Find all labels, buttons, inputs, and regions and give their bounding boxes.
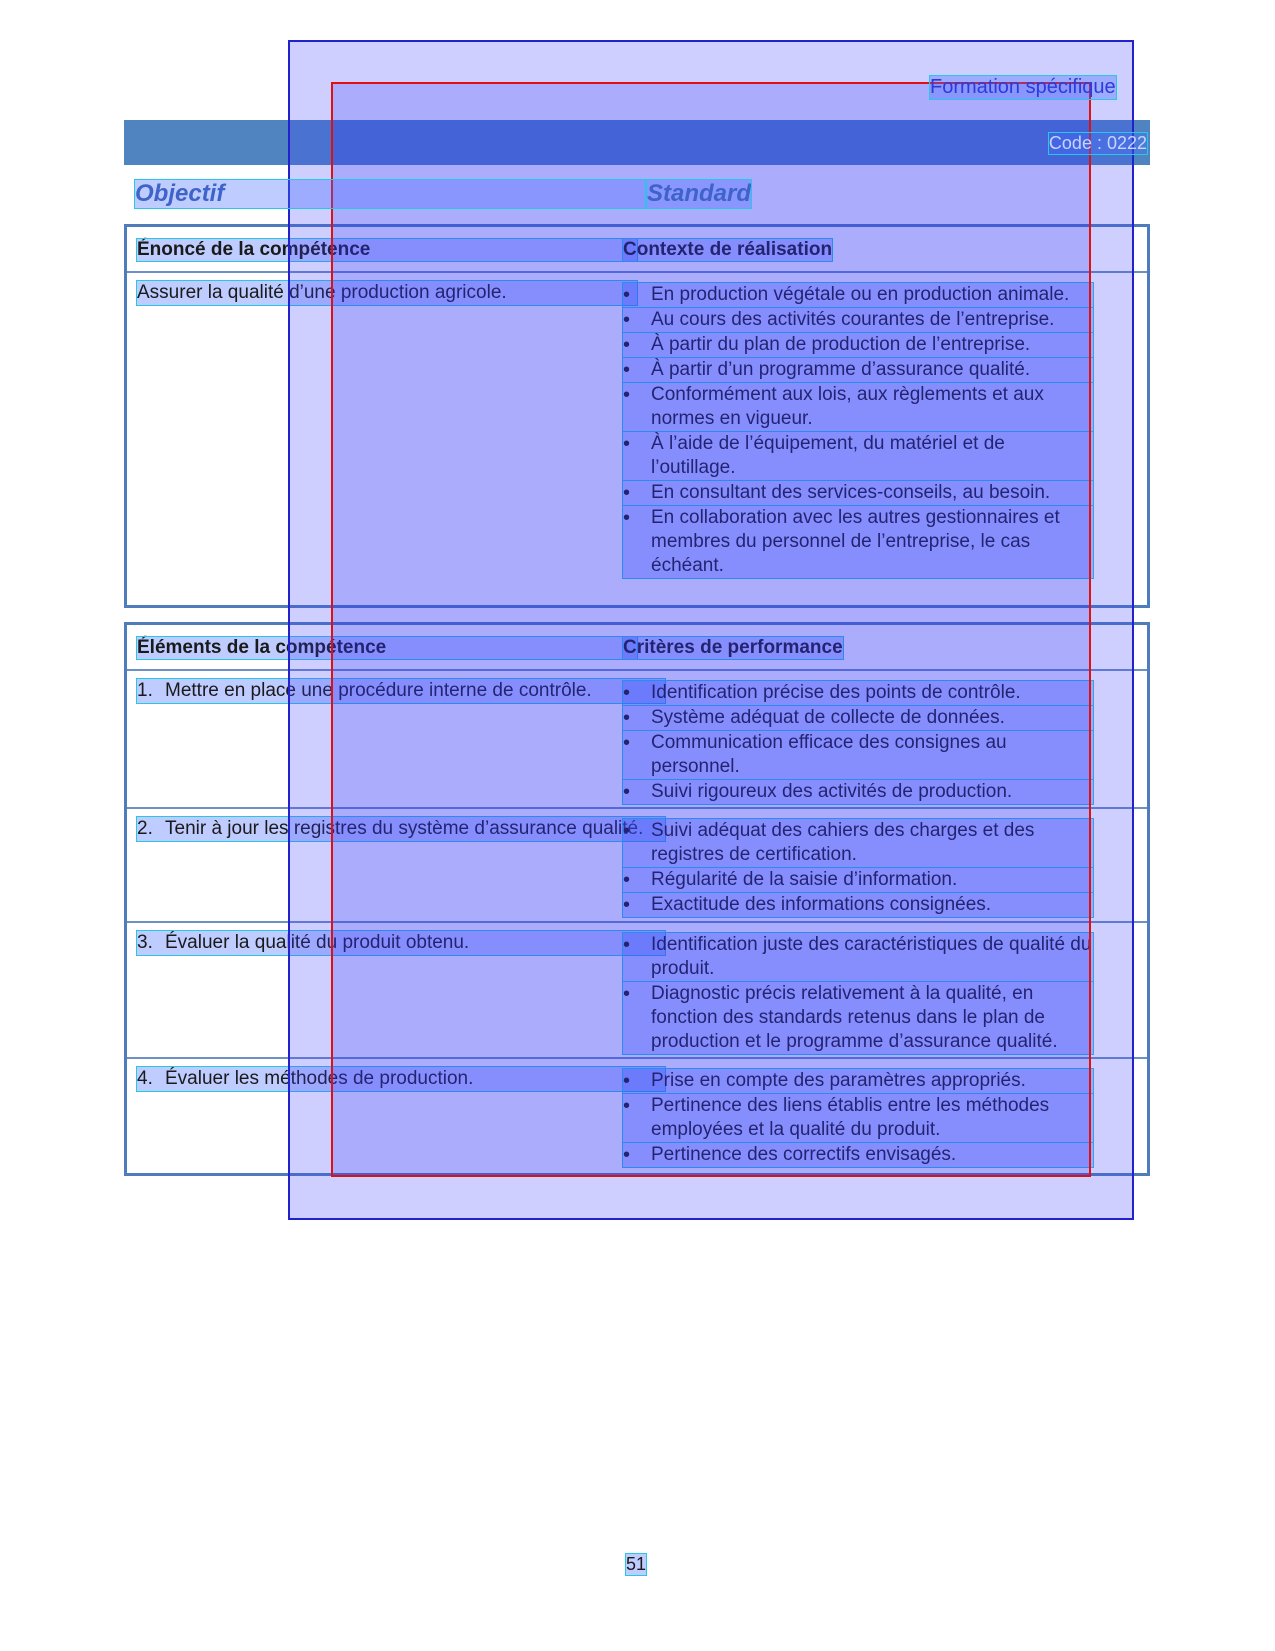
contexte-list: [623, 283, 1093, 579]
list-item: • Pertinence des liens établis entre les méthodes employées et la qualité du produit.: [623, 1094, 1093, 1142]
table-row: [127, 807, 1147, 923]
element-item: [137, 1067, 665, 1091]
list-item: • En consultant des services-conseils, au besoin.: [623, 481, 1093, 505]
table-header-row: [127, 227, 1147, 271]
list-item: • Suivi adéquat des cahiers des charges et des registres de certification.: [623, 819, 1093, 867]
table-row: [127, 1057, 1147, 1175]
criteria-list: [623, 819, 1093, 918]
header-title: Formation spécifique: [930, 76, 1116, 98]
element-number: 3.: [137, 932, 153, 953]
page-number: 51: [626, 1554, 647, 1574]
criteres-header: Critères de performance: [623, 637, 843, 658]
header-bar: [124, 120, 1150, 165]
list-item: • À partir du plan de production de l’entreprise.: [623, 333, 1093, 357]
element-text: Évaluer les méthodes de production.: [165, 1068, 474, 1089]
list-item: • Suivi rigoureux des activités de production.: [623, 780, 1093, 804]
list-item: • En production végétale ou en production animale.: [623, 283, 1093, 307]
list-item: • Identification précise des points de contrôle.: [623, 681, 1093, 705]
section-objectif: Objectif: [135, 180, 645, 208]
criteria-list: [623, 933, 1093, 1055]
element-number: 4.: [137, 1068, 153, 1089]
table-header-row: [127, 625, 1147, 669]
element-item: [137, 817, 665, 841]
element-text: Tenir à jour les registres du système d’assurance qualité.: [165, 818, 644, 839]
list-item: • Exactitude des informations consignées.: [623, 893, 1093, 917]
program-code: Code : 0222: [1048, 133, 1147, 153]
list-item: • Au cours des activités courantes de l’entreprise.: [623, 308, 1093, 332]
list-item: • Identification juste des caractéristiques de qualité du produit.: [623, 933, 1093, 981]
list-item: • Système adéquat de collecte de données.: [623, 706, 1093, 730]
enonce-text: Assurer la qualité d’une production agricole.: [137, 281, 637, 305]
list-item: • Diagnostic précis relativement à la qualité, en fonction des standards retenus dans le plan de production et le programme d’assurance qualité.: [623, 982, 1093, 1054]
table-row: [127, 669, 1147, 809]
list-item: • Communication efficace des consignes au personnel.: [623, 731, 1093, 779]
element-text: Mettre en place une procédure interne de contrôle.: [165, 680, 592, 701]
list-item: • Régularité de la saisie d’information.: [623, 868, 1093, 892]
list-item: • Conformément aux lois, aux règlements et aux normes en vigueur.: [623, 383, 1093, 431]
enonce-header: Énoncé de la compétence: [137, 239, 637, 261]
element-item: [137, 931, 665, 955]
element-text: Évaluer la qualité du produit obtenu.: [165, 932, 470, 953]
list-item: • Prise en compte des paramètres appropriés.: [623, 1069, 1093, 1093]
elements-table: [124, 622, 1150, 1176]
list-item: • En collaboration avec les autres gestionnaires et membres du personnel de l’entreprise, le cas échéant.: [623, 506, 1093, 578]
criteria-list: [623, 1069, 1093, 1168]
element-number: 2.: [137, 818, 153, 839]
element-item: [137, 679, 665, 703]
competence-table: [124, 224, 1150, 608]
element-number: 1.: [137, 680, 153, 701]
list-item: • À partir d’un programme d’assurance qualité.: [623, 358, 1093, 382]
criteria-list: [623, 681, 1093, 805]
section-standard: Standard: [647, 180, 752, 207]
list-item: • Pertinence des correctifs envisagés.: [623, 1143, 1093, 1167]
elements-header: Éléments de la compétence: [137, 637, 637, 659]
list-item: • À l’aide de l’équipement, du matériel et de l’outillage.: [623, 432, 1093, 480]
table-row: [127, 921, 1147, 1059]
contexte-header: Contexte de réalisation: [623, 239, 833, 260]
table-row: [127, 271, 1147, 607]
